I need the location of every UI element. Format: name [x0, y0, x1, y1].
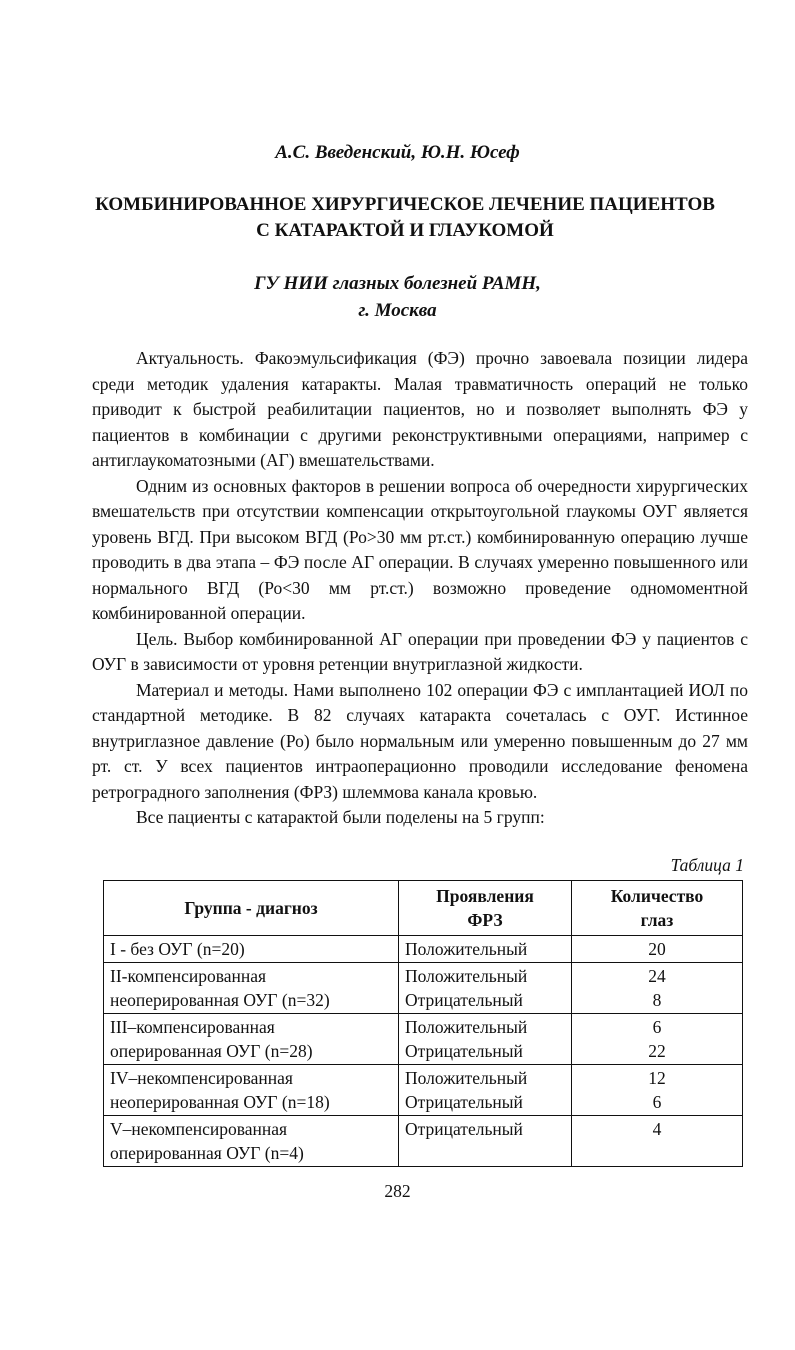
paragraph-factors: Одним из основных факторов в решении вопроса об очередности хирургических вмешательств при отсутствии компенсации открытоугольной глаукомы ОУГ является уровень ВГД. При высоком ВГД (Ро>30 мм рт.ст.) комбинированную операцию лучше проводить в два этапа – ФЭ после АГ операции. В случаях умеренно повышенного или нормального ВГД (Ро<30 мм рт.ст.) возможно проведение одномоментной комбинированной операции.: [92, 475, 748, 623]
cell-count: [572, 963, 743, 1014]
header-count: [572, 881, 743, 936]
table-header-row: [104, 881, 743, 936]
header-group: Группа - диагноз: [104, 881, 399, 936]
cell-group-line: неоперированная ОУГ (n=32): [110, 990, 330, 1010]
article-title-line-2: С КАТАРАКТОЙ И ГЛАУКОМОЙ: [256, 220, 554, 241]
table-row: [104, 963, 743, 1014]
cell-count-line: 12: [648, 1068, 666, 1088]
cell-frz-line: Положительный: [405, 1017, 528, 1037]
page-number: 282: [384, 1181, 411, 1201]
article-title: [60, 192, 750, 244]
cell-count: [572, 1014, 743, 1065]
cell-group: [104, 1116, 399, 1167]
cell-frz-line: Отрицательный: [405, 1092, 523, 1112]
cell-count-line: 8: [652, 990, 662, 1010]
authors: А.С. Введенский, Ю.Н. Юсеф: [275, 142, 520, 163]
cell-group: [104, 1065, 399, 1116]
cell-count-line: 24: [648, 966, 666, 986]
article-title-line-1: КОМБИНИРОВАННОЕ ХИРУРГИЧЕСКОЕ ЛЕЧЕНИЕ ПАЦИЕНТОВ: [95, 194, 715, 215]
cell-count-line: 20: [648, 939, 666, 959]
header-frz: [399, 881, 572, 936]
cell-frz-line: Положительный: [405, 1068, 528, 1088]
cell-count-line: 4: [652, 1119, 662, 1139]
cell-frz-line: Отрицательный: [405, 1119, 523, 1139]
cell-frz: [399, 1065, 572, 1116]
cell-group: [104, 963, 399, 1014]
cell-group-line: V–некомпенсированная: [110, 1119, 288, 1139]
cell-frz-line: Положительный: [405, 966, 528, 986]
cell-group-line: II-компенсированная: [110, 966, 267, 986]
table-row: [104, 1116, 743, 1167]
table-row: [104, 1014, 743, 1065]
groups-table: [103, 880, 743, 1167]
cell-frz-line: Отрицательный: [405, 990, 523, 1010]
paragraph-groups-intro: Все пациенты с катарактой были поделены на 5 групп:: [136, 807, 545, 827]
institution-line-1: ГУ НИИ глазных болезней РАМН,: [254, 273, 541, 294]
cell-count-line: 6: [652, 1017, 662, 1037]
header-frz-line-1: Проявления: [436, 886, 534, 906]
cell-count-line: 22: [648, 1041, 666, 1061]
cell-group-line: оперированная ОУГ (n=4): [110, 1143, 304, 1163]
cell-frz: [399, 936, 572, 963]
cell-count-line: 6: [652, 1092, 662, 1112]
cell-frz-line: Положительный: [405, 939, 528, 959]
cell-frz: [399, 963, 572, 1014]
paragraph-aim: Цель. Выбор комбинированной АГ операции при проведении ФЭ у пациентов с ОУГ в зависимости от уровня ретенции внутриглазной жидкости.: [92, 628, 748, 674]
header-count-line-2: глаз: [640, 910, 674, 930]
table-caption: Таблица 1: [670, 855, 744, 875]
institution: [0, 270, 795, 324]
article-body: [92, 346, 748, 831]
cell-group-line: IV–некомпенсированная: [110, 1068, 293, 1088]
paragraph-relevance: Актуальность. Факоэмульсификация (ФЭ) прочно завоевала позиции лидера среди методик удаления катаракты. Малая травматичность операций не только приводит к быстрой реабилитации пациентов, но и позволяет выполнять ФЭ у пациентов в комбинации с другими реконструктивными операциями, например с антиглаукоматозными (АГ) вмешательствами.: [92, 348, 748, 470]
cell-frz: [399, 1014, 572, 1065]
table-row: [104, 1065, 743, 1116]
cell-count: [572, 1116, 743, 1167]
cell-group: [104, 936, 399, 963]
cell-frz: [399, 1116, 572, 1167]
header-count-line-1: Количество: [610, 886, 704, 906]
header-frz-line-2: ФРЗ: [467, 910, 503, 930]
paragraph-methods: Материал и методы. Нами выполнено 102 операции ФЭ с имплантацией ИОЛ по стандартной методике. В 82 случаях катаракта сочеталась с ОУГ. Истинное внутриглазное давление (Ро) было нормальным или умеренно повышенным до 27 мм рт. ст. У всех пациентов интраоперационно проводили исследование феномена ретроградного заполнения (ФРЗ) шлеммова канала кровью.: [92, 679, 748, 802]
cell-group-line: неоперированная ОУГ (n=18): [110, 1092, 330, 1112]
cell-count: [572, 936, 743, 963]
cell-group-line: III–компенсированная: [110, 1017, 275, 1037]
table-row: [104, 936, 743, 963]
cell-count: [572, 1065, 743, 1116]
cell-group: [104, 1014, 399, 1065]
cell-frz-line: Отрицательный: [405, 1041, 523, 1061]
cell-group-line: оперированная ОУГ (n=28): [110, 1041, 313, 1061]
institution-line-2: г. Москва: [358, 300, 437, 321]
cell-group-line: I - без ОУГ (n=20): [110, 939, 245, 959]
